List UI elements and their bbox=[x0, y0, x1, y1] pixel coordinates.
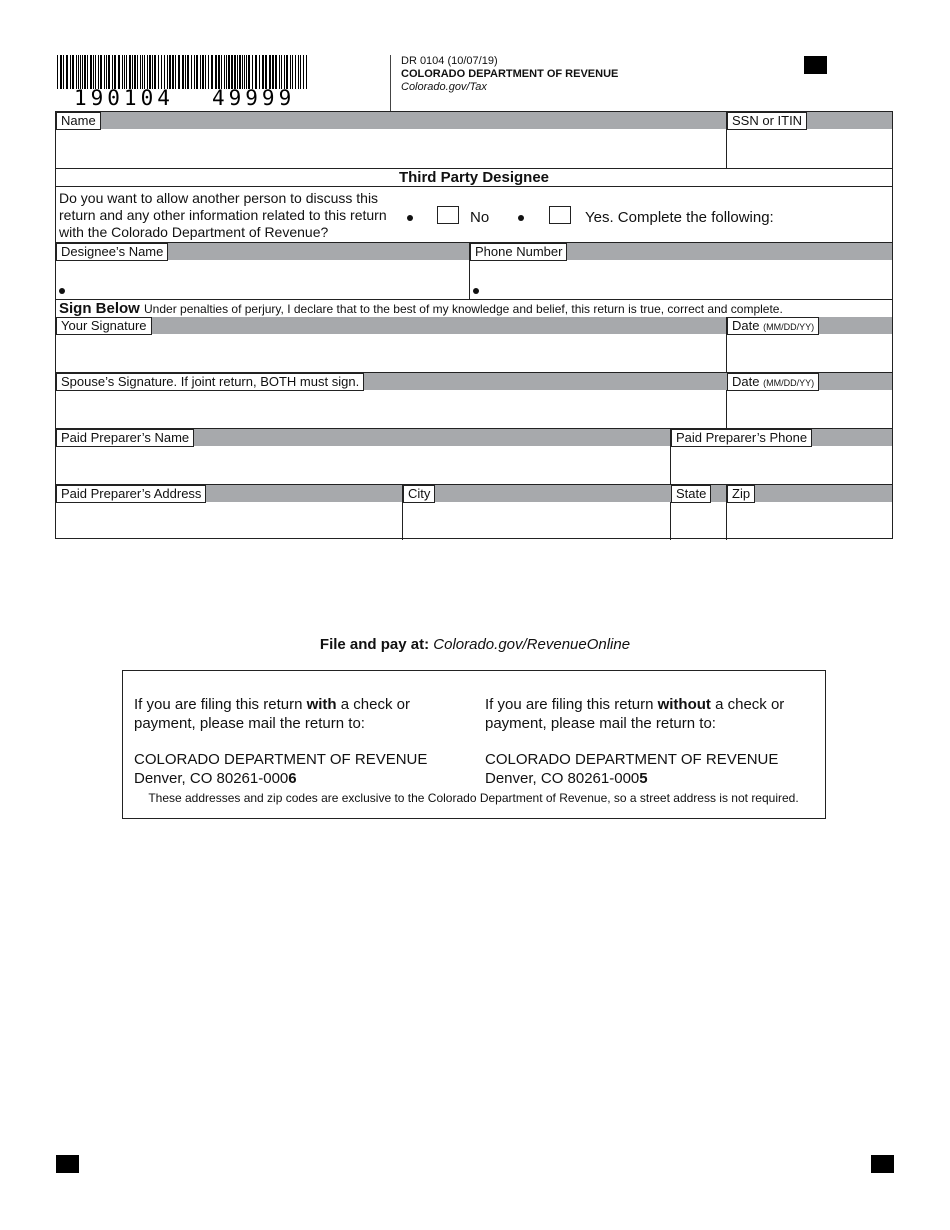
ssn-field[interactable] bbox=[727, 129, 892, 167]
department-website: Colorado.gov/Tax bbox=[401, 81, 487, 93]
designee-name-field[interactable] bbox=[56, 261, 469, 298]
sign-below-heading: Sign Below bbox=[59, 300, 140, 317]
header-divider bbox=[390, 55, 391, 111]
your-signature-date-field[interactable] bbox=[727, 335, 892, 372]
state-field[interactable] bbox=[671, 503, 726, 539]
barcode-number-right: 49999 bbox=[212, 86, 296, 110]
city-label: City bbox=[403, 485, 435, 503]
spouse-signature-label: Spouse’s Signature. If joint return, BOTH must sign. bbox=[56, 373, 364, 391]
barcode-number-left: 190104 bbox=[74, 86, 174, 110]
signature-form bbox=[55, 111, 893, 539]
designee-title: Third Party Designee bbox=[398, 169, 550, 186]
barcode bbox=[57, 55, 309, 89]
preparer-phone-field[interactable] bbox=[671, 447, 892, 484]
spouse-date-field[interactable] bbox=[727, 391, 892, 428]
designee-no-label: No bbox=[470, 209, 490, 226]
designee-name-label: Designee’s Name bbox=[56, 243, 168, 261]
mailing-addresses-box bbox=[122, 670, 826, 819]
registration-mark-bottom-right bbox=[871, 1155, 894, 1173]
designee-question-line1: Do you want to allow another person to discuss this bbox=[59, 190, 379, 206]
spouse-signature-field[interactable] bbox=[56, 391, 726, 428]
bullet bbox=[473, 288, 479, 294]
state-label: State bbox=[671, 485, 711, 503]
designee-yes-label: Yes. Complete the following: bbox=[585, 209, 774, 226]
preparer-name-field[interactable] bbox=[56, 447, 670, 484]
your-signature-label: Your Signature bbox=[56, 317, 152, 335]
spouse-date-label: Date (MM/DD/YY) bbox=[727, 373, 819, 391]
bullet bbox=[407, 215, 413, 221]
bullet bbox=[518, 215, 524, 221]
preparer-phone-label: Paid Preparer’s Phone bbox=[671, 429, 812, 447]
designee-no-checkbox[interactable] bbox=[437, 206, 459, 224]
file-and-pay: File and pay at: Colorado.gov/RevenueOnline bbox=[319, 636, 631, 653]
registration-mark-top-right bbox=[804, 56, 827, 74]
your-signature-field[interactable] bbox=[56, 335, 726, 372]
name-field[interactable] bbox=[56, 129, 726, 167]
zip-field[interactable] bbox=[727, 503, 892, 539]
phone-number-label: Phone Number bbox=[470, 243, 567, 261]
name-label: Name bbox=[56, 112, 101, 130]
zip-label: Zip bbox=[727, 485, 755, 503]
designee-phone-field[interactable] bbox=[470, 261, 892, 298]
designee-question-line3: with the Colorado Department of Revenue? bbox=[59, 224, 329, 240]
department-name: COLORADO DEPARTMENT OF REVENUE bbox=[401, 68, 619, 80]
ssn-label: SSN or ITIN bbox=[727, 112, 807, 130]
perjury-declaration: Under penalties of perjury, I declare that to the best of my knowledge and belief, this return is true, correct and complete. bbox=[144, 302, 783, 316]
file-and-pay-url[interactable]: Colorado.gov/RevenueOnline bbox=[433, 636, 631, 653]
preparer-name-label: Paid Preparer’s Name bbox=[56, 429, 194, 447]
registration-mark-bottom-left bbox=[56, 1155, 79, 1173]
designee-question-line2: return and any other information related to this return bbox=[59, 207, 387, 223]
preparer-address-field[interactable] bbox=[56, 503, 402, 539]
form-number: DR 0104 (10/07/19) bbox=[401, 55, 498, 67]
city-field[interactable] bbox=[403, 503, 670, 539]
address-note: These addresses and zip codes are exclusive to the Colorado Department of Revenue, so a street address is not required. bbox=[148, 791, 799, 805]
date-label: Date (MM/DD/YY) bbox=[727, 317, 819, 335]
with-payment-column: If you are filing this return with a check or payment, please mail the return to: COLORADO DEPARTMENT OF REVENUE Denver, CO 80261-0006 bbox=[134, 696, 428, 787]
bullet bbox=[59, 288, 65, 294]
designee-yes-checkbox[interactable] bbox=[549, 206, 571, 224]
without-payment-column: If you are filing this return without a check or payment, please mail the return to: COLORADO DEPARTMENT OF REVENUE Denver, CO 80261-0005 bbox=[485, 696, 785, 787]
preparer-address-label: Paid Preparer’s Address bbox=[56, 485, 206, 503]
